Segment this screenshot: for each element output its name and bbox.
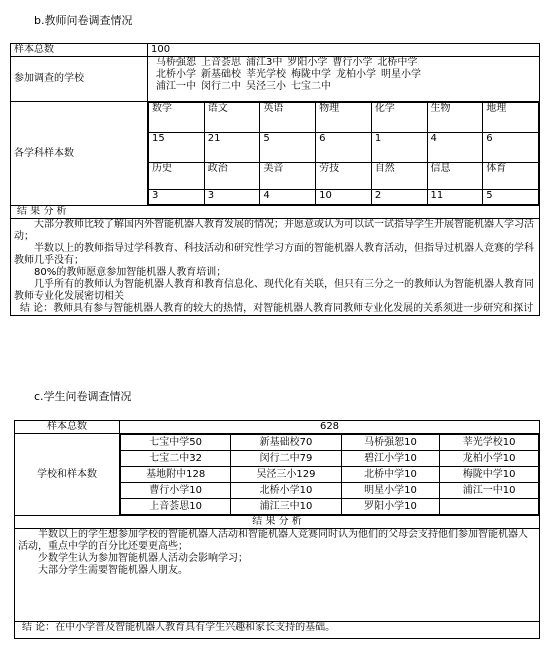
school-name: 七宝二中 — [291, 81, 331, 92]
subject-name: 历史 — [149, 163, 205, 190]
school-name: 龙柏小学 — [336, 69, 376, 80]
conclusion-text: 在中小学普及智能机器人教育具有学生兴趣和家长支持的基础。 — [55, 622, 336, 633]
section-c-title: c.学生问卷调查情况 — [34, 390, 132, 403]
school-sample: 新基础校70 — [231, 435, 341, 451]
subject-count: 6 — [316, 133, 372, 163]
school-sample — [440, 499, 539, 515]
subject-count: 11 — [427, 190, 483, 205]
school-name: 上音荟思 — [201, 57, 241, 68]
subject-count: 15 — [149, 133, 205, 163]
subject-count: 5 — [260, 133, 316, 163]
subject-count: 4 — [427, 133, 483, 163]
subject-name: 化学 — [371, 103, 427, 133]
school-sample: 曹行小学10 — [121, 483, 231, 499]
subject-name: 物理 — [316, 103, 372, 133]
school-sample: 梅陇中学10 — [440, 467, 539, 483]
conclusion — [15, 622, 540, 639]
school-sample: 七宝中学50 — [121, 435, 231, 451]
subject-count: 6 — [483, 133, 539, 163]
subject-count: 2 — [371, 190, 427, 205]
subject-count: 5 — [483, 190, 539, 205]
analysis-paragraph: 大部分教师比较了解国内外智能机器人教育发展的情况；并愿意或认为可以试一试指导学生开展智能机器人学习活动； — [14, 219, 534, 242]
subject-count: 4 — [260, 190, 316, 205]
analysis-header: 结 果 分 析 — [11, 206, 540, 219]
schools-line — [156, 57, 536, 69]
school-name: 马桥强恕 — [156, 57, 196, 68]
analysis-paragraph: 几乎所有的教师认为智能机器人教育和教育信息化、现代化有关联，但只有三分之一的教师认为智能机器人教育同教师专业化发展密切相关 — [14, 279, 534, 302]
school-name: 莘光学校 — [246, 69, 286, 80]
student-survey-table — [14, 420, 540, 639]
school-sample: 上音荟思10 — [121, 499, 231, 515]
subject-name: 英语 — [260, 103, 316, 133]
school-sample: 北桥小学10 — [231, 483, 341, 499]
sample-value: 100 — [148, 44, 540, 57]
subject-grid — [148, 102, 539, 205]
school-name: 吴泾三小 — [246, 81, 286, 92]
section-b-title: b.教师问卷调查情况 — [34, 14, 133, 27]
conclusion-text: 教师具有参与智能机器人教育的较大的热情，对智能机器人教育同教师专业化发展的关系须进一步研究和探讨 — [53, 303, 534, 314]
analysis-paragraph: 半数以上的学生想参加学校的智能机器人活动和智能机器人竞赛同时认为他们的父母会支持他们参加智能机器人活动，重点中学的百分比还要更高些； — [18, 529, 528, 552]
subject-count: 10 — [316, 190, 372, 205]
school-name: 浦江一中 — [156, 81, 196, 92]
subject-label: 各学科样本数 — [11, 102, 148, 206]
analysis-header: 结 果 分 析 — [15, 516, 540, 529]
analysis-body — [11, 219, 540, 316]
school-sample: 闵行二中79 — [231, 451, 341, 467]
conclusion-label: 结 论： — [20, 303, 54, 314]
subject-name: 信息 — [427, 163, 483, 190]
analysis-body — [15, 529, 540, 622]
school-name: 浦江3中 — [246, 57, 283, 68]
analysis-paragraph: 80%的教师愿意参加智能机器人教育培训； — [34, 267, 227, 278]
schools-grid — [120, 434, 539, 515]
subject-name: 数学 — [149, 103, 205, 133]
sample-label: 样本总数 — [11, 44, 148, 57]
school-name: 罗阳小学 — [287, 57, 328, 68]
subject-name: 劳技 — [316, 163, 372, 190]
school-name: 新基础校 — [201, 69, 241, 80]
school-sample: 莘光学校10 — [440, 435, 539, 451]
subject-count: 3 — [204, 190, 260, 205]
subject-name: 体育 — [483, 163, 539, 190]
school-sample: 龙柏小学10 — [440, 451, 539, 467]
schools-list — [148, 57, 540, 102]
schools-label: 学校和样本数 — [15, 434, 120, 516]
analysis-paragraph: 大部分学生需要智能机器人朋友。 — [38, 565, 188, 576]
school-name: 闵行二中 — [201, 81, 241, 92]
school-name: 明星小学 — [381, 69, 421, 80]
subject-name: 地理 — [483, 103, 539, 133]
school-sample: 吴泾三小129 — [231, 467, 341, 483]
subject-name: 自然 — [371, 163, 427, 190]
conclusion-label: 结 论： — [22, 622, 56, 633]
subject-name: 政治 — [204, 163, 260, 190]
subject-name: 语文 — [204, 103, 260, 133]
sample-label: 样本总数 — [15, 421, 120, 434]
subject-name: 生物 — [427, 103, 483, 133]
school-sample: 明星小学10 — [341, 483, 440, 499]
school-name: 梅陇中学 — [291, 69, 331, 80]
analysis-paragraph: 半数以上的教师指导过学科教育、科技活动和研究性学习方面的智能机器人教育活动，但指导过机器人竞赛的学科教师几乎没有； — [14, 243, 534, 266]
subject-count: 3 — [149, 190, 205, 205]
schools-line — [156, 81, 536, 93]
analysis-paragraph: 少数学生认为参加智能机器人活动会影响学习； — [38, 553, 248, 564]
school-sample: 马桥强恕10 — [341, 435, 440, 451]
school-sample: 浦江一中10 — [440, 483, 539, 499]
subject-grid-cell — [148, 102, 540, 206]
school-sample: 北桥中学10 — [341, 467, 440, 483]
subject-count: 21 — [204, 133, 260, 163]
schools-line — [156, 69, 536, 81]
school-sample: 碧江小学10 — [341, 451, 440, 467]
school-sample: 浦江三中10 — [231, 499, 341, 515]
school-sample: 罗阳小学10 — [341, 499, 440, 515]
school-sample: 七宝二中32 — [121, 451, 231, 467]
school-sample: 基地附中128 — [121, 467, 231, 483]
schools-label: 参加调查的学校 — [11, 57, 148, 102]
school-name: 北桥小学 — [156, 69, 196, 80]
subject-count: 1 — [371, 133, 427, 163]
schools-grid-cell — [120, 434, 540, 516]
sample-value: 628 — [120, 421, 540, 434]
conclusion — [14, 303, 536, 315]
school-name: 曹行小学 — [332, 57, 373, 68]
subject-name: 美音 — [260, 163, 316, 190]
teacher-survey-table — [10, 43, 540, 316]
school-name: 北桥中学 — [377, 57, 418, 68]
